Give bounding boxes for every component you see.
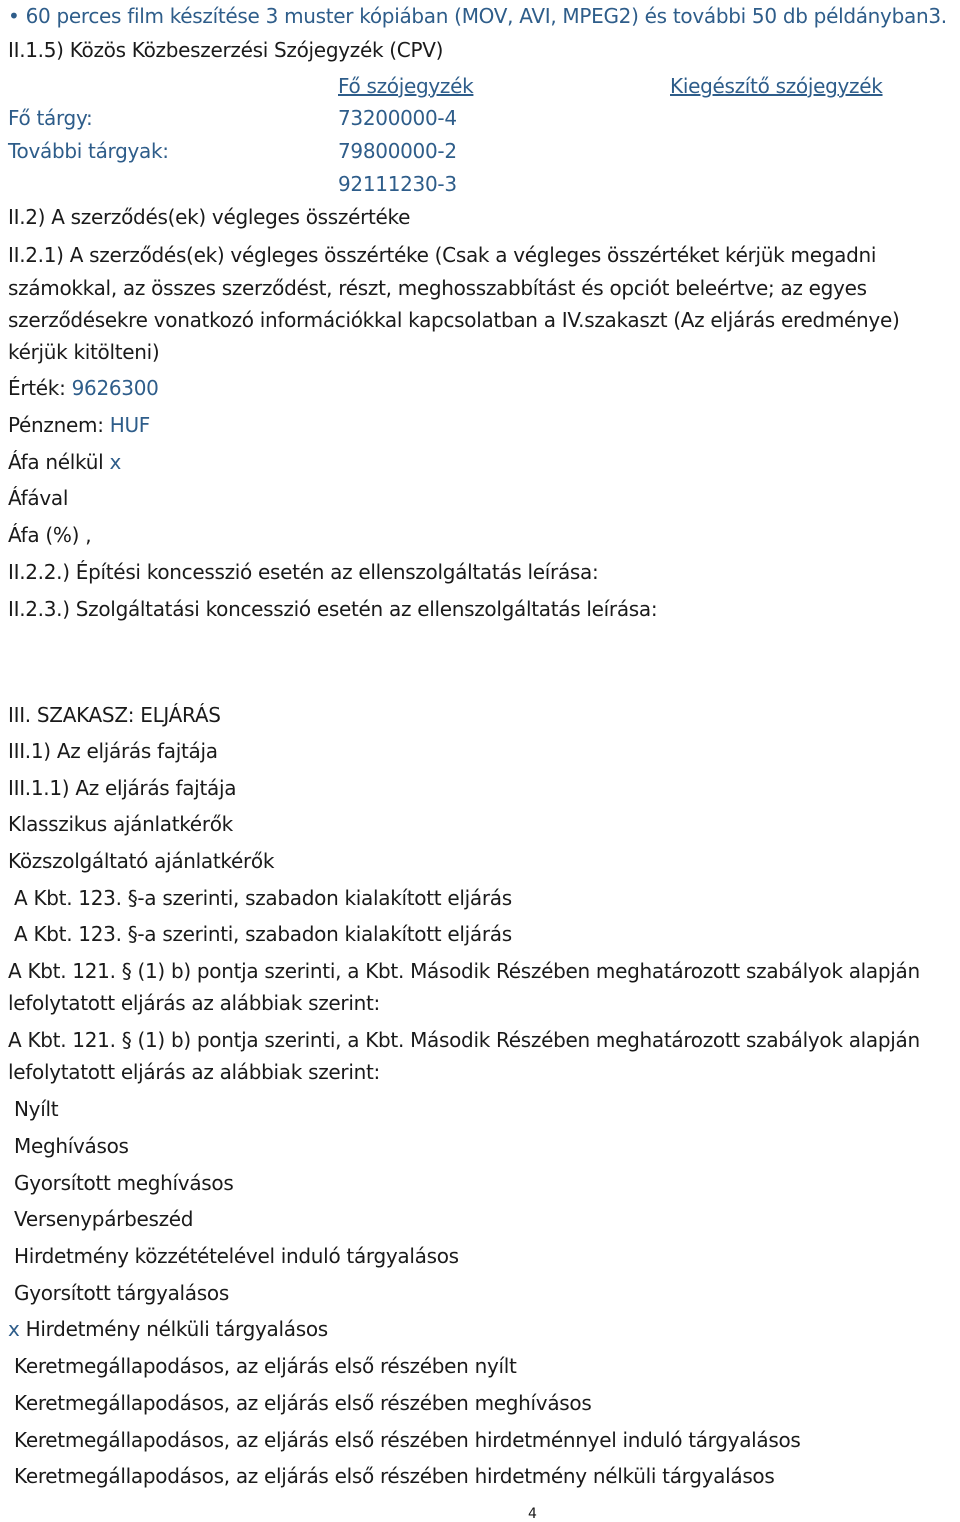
value-label: Érték: — [8, 376, 66, 400]
no-vat-mark: x — [109, 450, 121, 474]
selected-mark: x — [8, 1317, 20, 1341]
value-line — [8, 376, 159, 400]
cpv-heading: II.1.5) Közös Közbeszerzési Szójegyzék (CPV) — [8, 38, 444, 62]
kbt-121-option-line: A Kbt. 121. § (1) b) pontja szerinti, a Kbt. Második Részében meghatározott szabályok alapján — [8, 959, 920, 983]
bullet-icon: • — [8, 4, 20, 28]
cpv-supp-vocab-header: Kiegészítő szójegyzék — [670, 74, 883, 98]
procedure-type-item: Keretmegállapodásos, az eljárás első részében nyílt — [14, 1354, 517, 1378]
utility-contracting-entities: Közszolgáltató ajánlatkérők — [8, 849, 275, 873]
procedure-type-heading: III.1) Az eljárás fajtája — [8, 739, 218, 763]
kbt-121-option-line: lefolytatott eljárás az alábbiak szerint: — [8, 1060, 380, 1084]
currency-label: Pénznem: — [8, 413, 104, 437]
kbt-121-option-line: A Kbt. 121. § (1) b) pontja szerinti, a Kbt. Második Részében meghatározott szabályok alapján — [8, 1028, 920, 1052]
kbt-121-option-line: lefolytatott eljárás az alábbiak szerint: — [8, 991, 380, 1015]
film-bullet-line — [8, 4, 947, 28]
final-value-desc-line: II.2.1) A szerződés(ek) végleges összértéke (Csak a végleges összértéket kérjük megadni — [8, 243, 877, 267]
page-number: 4 — [528, 1506, 537, 1522]
cpv-main-vocab-header: Fő szójegyzék — [338, 74, 474, 98]
value-amount: 9626300 — [71, 376, 159, 400]
procedure-type-item: Gyorsított tárgyalásos — [14, 1281, 229, 1305]
no-vat-label: Áfa nélkül — [8, 450, 104, 474]
further-subjects-label: További tárgyak: — [8, 139, 169, 163]
procedure-type-subheading: III.1.1) Az eljárás fajtája — [8, 776, 237, 800]
classic-contracting-entities: Klasszikus ajánlatkérők — [8, 812, 233, 836]
currency-value: HUF — [109, 413, 150, 437]
vat-percent-label: Áfa (%) , — [8, 523, 92, 547]
kbt-123-option: A Kbt. 123. §-a szerinti, szabadon kialakított eljárás — [14, 922, 512, 946]
procedure-type-item: Keretmegállapodásos, az eljárás első részében hirdetmény nélküli tárgyalásos — [14, 1464, 775, 1488]
kbt-123-option: A Kbt. 123. §-a szerinti, szabadon kialakított eljárás — [14, 886, 512, 910]
currency-line — [8, 413, 150, 437]
further-subject-code-1: 79800000-2 — [338, 139, 457, 163]
procedure-type-item: Versenypárbeszéd — [14, 1207, 194, 1231]
main-subject-code: 73200000-4 — [338, 106, 457, 130]
further-subject-code-2: 92111230-3 — [338, 172, 457, 196]
procedure-type-item: Gyorsított meghívásos — [14, 1171, 234, 1195]
final-value-desc-line: kérjük kitölteni) — [8, 340, 160, 364]
final-value-desc-line: számokkal, az összes szerződést, részt, meghosszabbítást és opciót beleértve; az egyes — [8, 276, 867, 300]
final-value-heading: II.2) A szerződés(ek) végleges összértéke — [8, 205, 411, 229]
procedure-type-item: Meghívásos — [14, 1134, 129, 1158]
procedure-type-item: Nyílt — [14, 1097, 59, 1121]
procedure-type-item: Hirdetmény közzétételével induló tárgyalásos — [14, 1244, 459, 1268]
procedure-type-item: Keretmegállapodásos, az eljárás első részében hirdetménnyel induló tárgyalásos — [14, 1428, 801, 1452]
final-value-desc-line: szerződésekre vonatkozó információkkal kapcsolatban a IV.szakaszt (Az eljárás eredménye) — [8, 308, 900, 332]
procedure-type-label: Hirdetmény nélküli tárgyalásos — [25, 1317, 328, 1341]
service-concession-heading: II.2.3.) Szolgáltatási koncesszió esetén az ellenszolgáltatás leírása: — [8, 597, 658, 621]
main-subject-label: Fő tárgy: — [8, 106, 93, 130]
section-iii-title: III. SZAKASZ: ELJÁRÁS — [8, 703, 221, 727]
no-vat-line — [8, 450, 121, 474]
procedure-type-item-selected — [8, 1317, 328, 1341]
works-concession-heading: II.2.2.) Építési koncesszió esetén az ellenszolgáltatás leírása: — [8, 560, 599, 584]
procedure-type-item: Keretmegállapodásos, az eljárás első részében meghívásos — [14, 1391, 592, 1415]
film-bullet-text: 60 perces film készítése 3 muster kópiában (MOV, AVI, MPEG2) és további 50 db példányban3. — [25, 4, 947, 28]
with-vat-label: Áfával — [8, 486, 69, 510]
